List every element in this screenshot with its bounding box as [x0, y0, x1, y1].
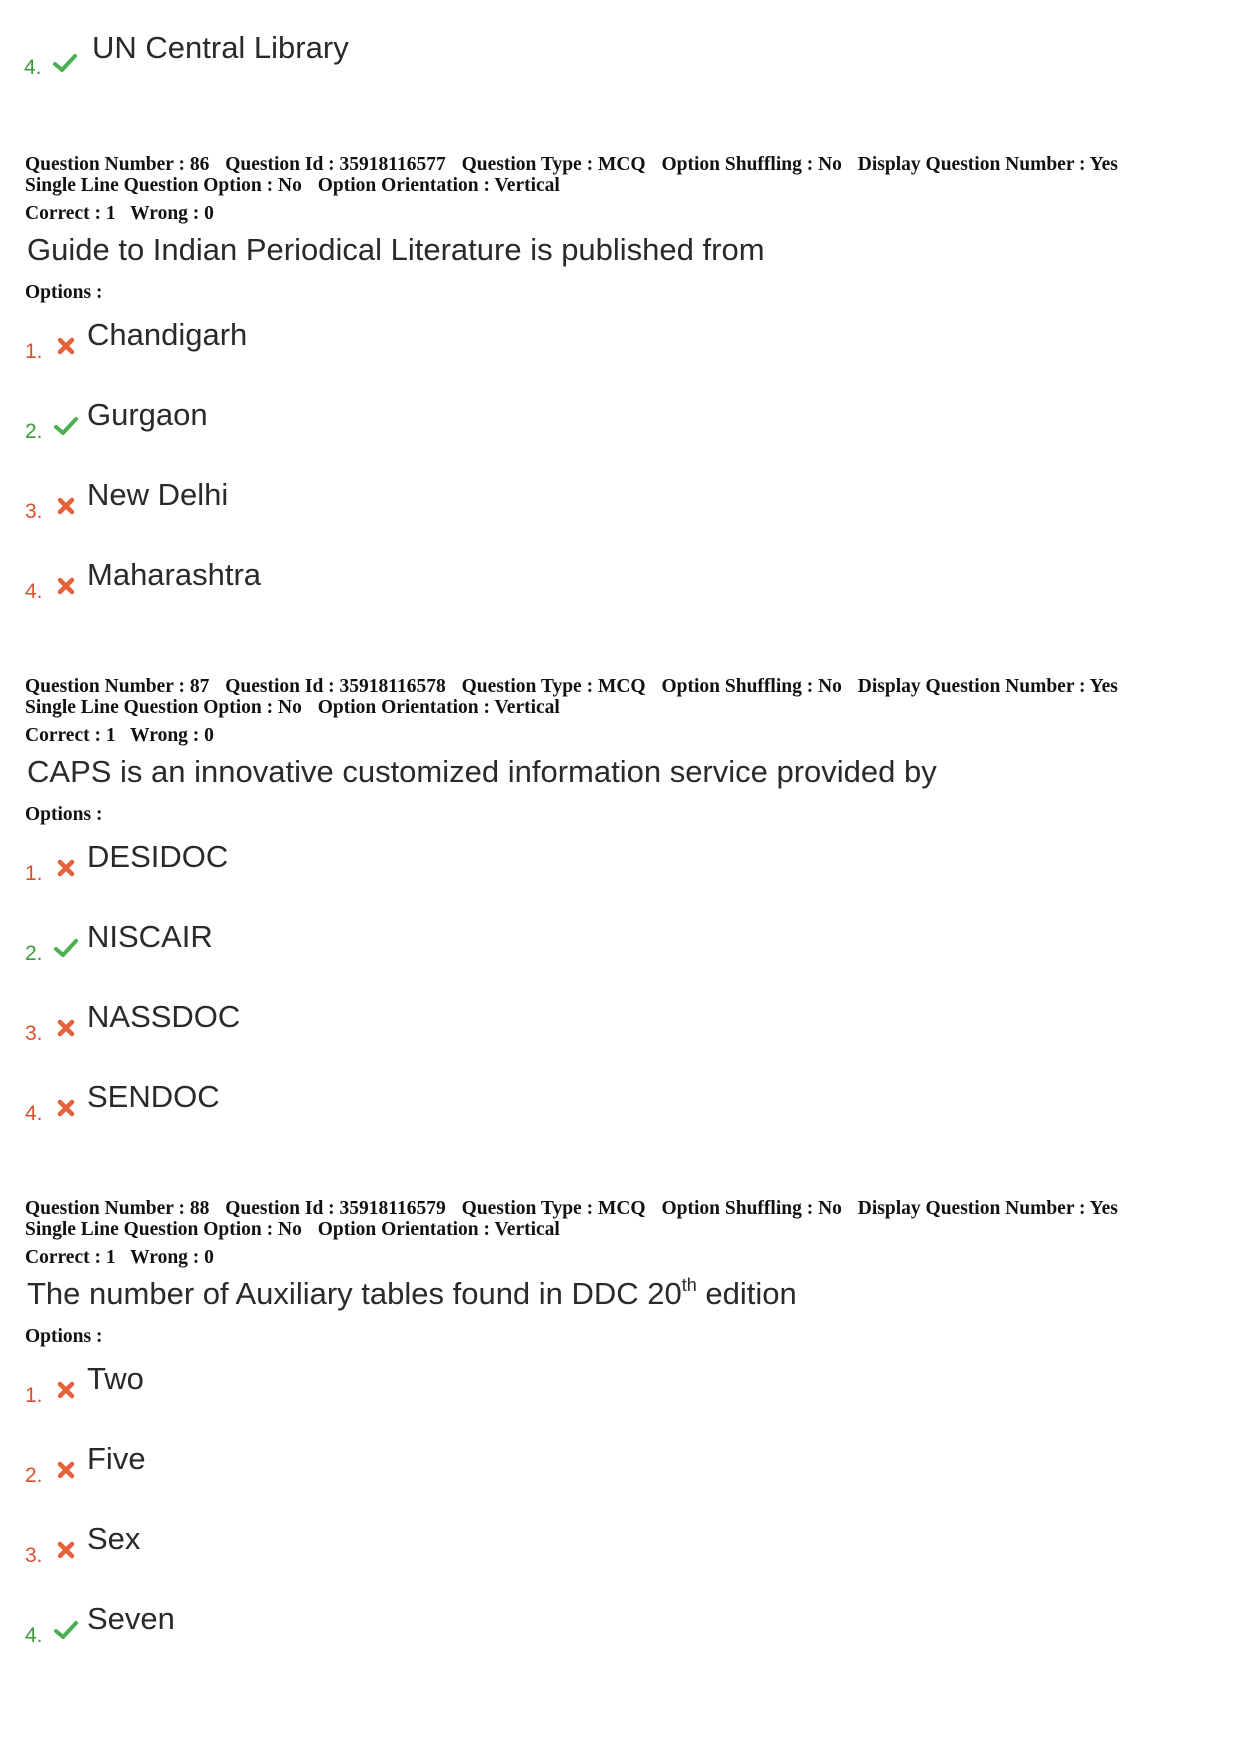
question-type: Question Type : MCQ — [461, 154, 646, 175]
single-line-option: Single Line Question Option : No — [25, 175, 302, 196]
option-number: 1. — [25, 1384, 43, 1407]
cross-icon — [53, 1095, 79, 1121]
question-type: Question Type : MCQ — [461, 1198, 646, 1219]
option-number: 4. — [25, 580, 43, 603]
cross-icon — [53, 1377, 79, 1403]
question-type: Question Type : MCQ — [461, 676, 646, 697]
option-text: NASSDOC — [87, 999, 241, 1034]
question-stem: CAPS is an innovative customized information service provided by — [27, 754, 937, 789]
question-id: Question Id : 35918116577 — [225, 154, 446, 175]
cross-icon — [53, 1537, 79, 1563]
score-line — [25, 203, 1215, 224]
option-number: 3. — [25, 1544, 43, 1567]
option-text: Chandigarh — [87, 317, 248, 352]
options-label: Options : — [25, 282, 103, 303]
check-icon — [53, 1617, 79, 1643]
option-number: 2. — [25, 420, 43, 443]
wrong-marks: Wrong : 0 — [130, 725, 214, 746]
option-orientation: Option Orientation : Vertical — [317, 175, 560, 196]
option-text: Five — [87, 1441, 146, 1476]
option-text: Seven — [87, 1601, 175, 1636]
cross-icon — [53, 493, 79, 519]
option-1 — [25, 825, 1215, 905]
correct-marks: Correct : 1 — [25, 203, 116, 224]
option-number: 2. — [25, 1464, 43, 1487]
option-3 — [25, 463, 1215, 543]
option-shuffling: Option Shuffling : No — [661, 1198, 842, 1219]
question-stem — [27, 1274, 1215, 1314]
options-label: Options : — [25, 804, 103, 825]
correct-marks: Correct : 1 — [25, 1247, 116, 1268]
check-icon — [52, 50, 78, 76]
question-86 — [25, 154, 1215, 623]
option-number: 4. — [24, 56, 42, 79]
display-question-number: Display Question Number : Yes — [857, 676, 1118, 697]
options-list — [25, 825, 1215, 1145]
single-line-option: Single Line Question Option : No — [25, 1219, 302, 1240]
question-meta-line2 — [25, 697, 1215, 718]
option-text: Two — [87, 1361, 144, 1396]
question-number: Question Number : 87 — [25, 676, 210, 697]
option-text: DESIDOC — [87, 839, 229, 874]
question-meta-line2 — [25, 1219, 1215, 1240]
option-3 — [25, 985, 1215, 1065]
question-number: Question Number : 86 — [25, 154, 210, 175]
option-4 — [25, 1587, 1215, 1667]
option-text: NISCAIR — [87, 919, 213, 954]
display-question-number: Display Question Number : Yes — [857, 154, 1118, 175]
option-orientation: Option Orientation : Vertical — [317, 697, 560, 718]
correct-marks: Correct : 1 — [25, 725, 116, 746]
option-text: Sex — [87, 1521, 141, 1556]
option-number: 4. — [25, 1624, 43, 1647]
wrong-marks: Wrong : 0 — [130, 1247, 214, 1268]
previous-question-option-4 — [24, 28, 724, 84]
option-2 — [25, 905, 1215, 985]
option-number: 2. — [25, 942, 43, 965]
option-text: Maharashtra — [87, 557, 262, 592]
option-text: SENDOC — [87, 1079, 220, 1114]
option-1 — [25, 303, 1215, 383]
question-number: Question Number : 88 — [25, 1198, 210, 1219]
question-stem: Guide to Indian Periodical Literature is published from — [27, 232, 765, 267]
option-number: 1. — [25, 862, 43, 885]
wrong-marks: Wrong : 0 — [130, 203, 214, 224]
option-number: 3. — [25, 500, 43, 523]
options-list — [25, 303, 1215, 623]
option-orientation: Option Orientation : Vertical — [317, 1219, 560, 1240]
score-line — [25, 1247, 1215, 1268]
options-list — [25, 1347, 1215, 1667]
option-number: 3. — [25, 1022, 43, 1045]
check-icon — [53, 935, 79, 961]
stem-text: The number of Auxiliary tables found in DDC 20 — [27, 1276, 682, 1311]
question-meta-line2 — [25, 175, 1215, 196]
display-question-number: Display Question Number : Yes — [857, 1198, 1118, 1219]
question-88 — [25, 1198, 1215, 1667]
question-id: Question Id : 35918116578 — [225, 676, 446, 697]
option-shuffling: Option Shuffling : No — [661, 154, 842, 175]
question-meta — [25, 154, 1215, 175]
option-text: UN Central Library — [92, 30, 349, 65]
cross-icon — [53, 573, 79, 599]
stem-text-end: edition — [696, 1276, 797, 1311]
option-4 — [25, 1065, 1215, 1145]
cross-icon — [53, 1457, 79, 1483]
cross-icon — [53, 1015, 79, 1041]
cross-icon — [53, 855, 79, 881]
question-meta — [25, 676, 1215, 697]
option-4 — [25, 543, 1215, 623]
check-icon — [53, 413, 79, 439]
option-text: New Delhi — [87, 477, 229, 512]
single-line-option: Single Line Question Option : No — [25, 697, 302, 718]
question-meta — [25, 1198, 1215, 1219]
score-line — [25, 725, 1215, 746]
cross-icon — [53, 333, 79, 359]
options-label: Options : — [25, 1326, 103, 1347]
option-shuffling: Option Shuffling : No — [661, 676, 842, 697]
question-id: Question Id : 35918116579 — [225, 1198, 446, 1219]
option-2 — [25, 1427, 1215, 1507]
option-number: 1. — [25, 340, 43, 363]
question-87 — [25, 676, 1215, 1145]
option-3 — [25, 1507, 1215, 1587]
option-1 — [25, 1347, 1215, 1427]
stem-superscript: th — [681, 1275, 697, 1295]
option-2 — [25, 383, 1215, 463]
option-number: 4. — [25, 1102, 43, 1125]
option-text: Gurgaon — [87, 397, 208, 432]
